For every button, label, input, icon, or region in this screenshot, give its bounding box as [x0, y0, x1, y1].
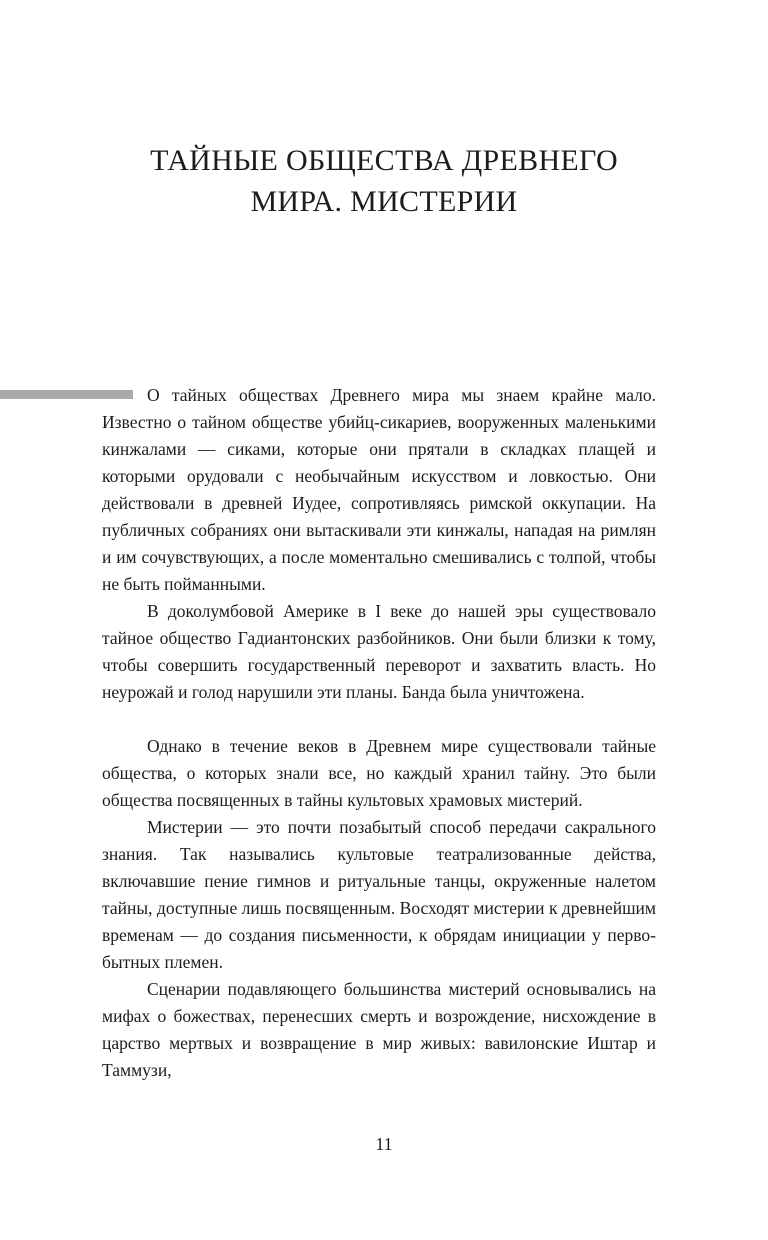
- chapter-title-line-1: ТАЙНЫЕ ОБЩЕСТВА ДРЕВНЕГО: [150, 144, 618, 177]
- paragraph: Мистерии — это почти позабытый способ передачи сакрального знания. Так назывались культовые театрализованные действа, включавшие пение гимнов и ритуальные танцы, окруженные налетом тайны, доступные лишь посвященным. Восходят мистерии к древнейшим временам — до создания письменности, к обрядам инициации у первобытных племен.: [102, 817, 656, 972]
- paragraph: В доколумбовой Америке в I веке до нашей эры существовало тайное общество Гадиантонских разбойников. Они были близки к тому, чтобы совершить государственный переворот и захватить власть. Но неурожай и голод нарушили эти планы. Банда была уничтожена.: [102, 601, 656, 702]
- page-number: 11: [375, 1134, 393, 1154]
- chapter-title: [0, 140, 768, 222]
- paragraph: Однако в течение веков в Древнем мире существовали тайные общества, о которых знали все, но каждый хранил тайну. Это были общества посвященных в тайны культовых храмовых мистерий.: [102, 736, 656, 810]
- chapter-title-line-2: МИРА. МИСТЕРИИ: [250, 185, 518, 218]
- body-text: [102, 382, 656, 1084]
- paragraph: О тайных обществах Древнего мира мы знаем крайне мало. Известно о тайном обществе убийц-сикариев, вооруженных маленькими кинжалами — сиками, которые они прятали в складках плащей и которыми орудовали с необычайным искусством и ловкостью. Они действовали в древней Иудее, сопротивляясь римской оккупации. На публичных собраниях они вытаскивали эти кинжалы, нападая на римлян и им сочувствующих, а после моментально смешивались с толпой, чтобы не быть пойманными.: [102, 385, 656, 594]
- paragraph: Сценарии подавляющего большинства мистерий основывались на мифах о божествах, перенесших смерть и возрождение, нисхождение в царство мертвых и возвращение в мир живых: вавилонские Иштар и Таммузи,: [102, 979, 656, 1080]
